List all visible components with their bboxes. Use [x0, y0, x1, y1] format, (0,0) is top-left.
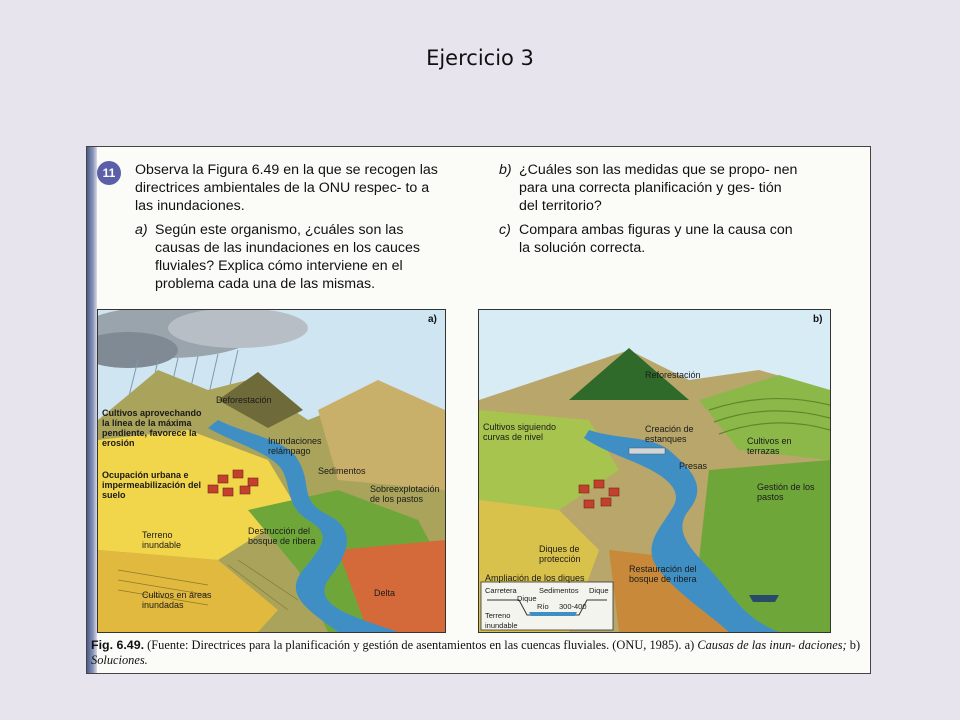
figure-a-label: a) — [428, 314, 437, 325]
label-sobreexplotacion: Sobreexplotación de los pastos — [370, 484, 440, 504]
question-b — [499, 161, 801, 214]
label-delta: Delta — [374, 588, 396, 598]
inset-terreno-inundable: Terreno inundable — [485, 611, 518, 630]
figure-caption — [91, 638, 861, 668]
figure-b-label: b) — [813, 314, 823, 325]
question-b-label: b) — [499, 162, 512, 178]
label-cultivos-terrazas: Cultivos en terrazas — [747, 436, 792, 456]
label-gestion-pastos: Gestión de los pastos — [757, 482, 815, 502]
exercise-intro: Observa la Figura 6.49 en la que se recogen las directrices ambientales de la ONU respec- to a las inundaciones. — [135, 162, 438, 214]
question-c — [499, 221, 801, 256]
label-ocupacion-urbana: Ocupación urbana e impermeabilización del suelo — [102, 470, 202, 500]
label-destruccion-bosque: Destrucción del bosque de ribera — [248, 526, 316, 546]
label-diques-proteccion: Diques de protección — [539, 544, 581, 564]
question-c-text: Compara ambas figuras y une la causa con la solución correcta. — [519, 222, 793, 256]
figure-a-causas — [97, 309, 446, 633]
label-cultivos-pendiente: Cultivos aprovechando la línea de la máxima pendiente, favorece la erosión — [102, 408, 202, 448]
label-cultivos-areas: Cultivos en áreas inundadas — [142, 590, 212, 610]
book-spine — [87, 147, 97, 673]
question-a-text: Según este organismo, ¿cuáles son las causas de las inundaciones en los cauces fluviales? Explica cómo interviene en el problema cada una de las mismas. — [155, 222, 421, 292]
inset-medida: 300-400 — [559, 602, 587, 611]
label-terreno-inundable-a: Terreno inundable — [142, 530, 182, 550]
label-sedimentos-a: Sedimentos — [318, 466, 366, 476]
question-a — [135, 221, 447, 292]
caption-text: (Fuente: Directrices para la planificación y gestión de asentamientos en las cuencas fluviales. (ONU, 1985). a) — [147, 638, 695, 652]
label-creacion-estanques: Creación de estanques — [645, 424, 694, 444]
figure-b-soluciones — [478, 309, 831, 633]
label-presas: Presas — [679, 461, 708, 471]
textbook-page-scan — [86, 146, 871, 674]
caption-b-label: b) — [849, 638, 861, 652]
inset-rio: Río — [537, 602, 549, 611]
inset-carretera: Carretera — [485, 586, 517, 595]
question-b-text: ¿Cuáles son las medidas que se propo- nen para una correcta planificación y ges- tión del territorio? — [519, 162, 798, 214]
inset-dique: Dique — [517, 594, 537, 603]
caption-italic-causas: Causas de las inun- daciones; — [697, 638, 847, 652]
inset-dique-2: Dique — [589, 586, 609, 595]
question-a-label: a) — [135, 222, 148, 238]
label-restauracion-bosque: Restauración del bosque de ribera — [629, 564, 697, 584]
caption-italic-soluciones: Soluciones. — [91, 653, 148, 667]
inset-sedimentos: Sedimentos — [539, 586, 579, 595]
caption-fig-number: Fig. 6.49. — [91, 638, 145, 652]
slide-title: Ejercicio 3 — [426, 46, 534, 70]
label-ampliacion-diques: Ampliación de los diques — [485, 573, 585, 583]
label-inundaciones: Inundaciones relámpago — [268, 436, 322, 456]
label-reforestacion: Reforestación — [645, 370, 701, 380]
exercise-number-badge: 11 — [97, 161, 121, 185]
question-c-label: c) — [499, 222, 511, 238]
label-deforestacion: Deforestación — [216, 395, 272, 405]
label-cultivos-curvas: Cultivos siguiendo curvas de nivel — [483, 422, 557, 442]
